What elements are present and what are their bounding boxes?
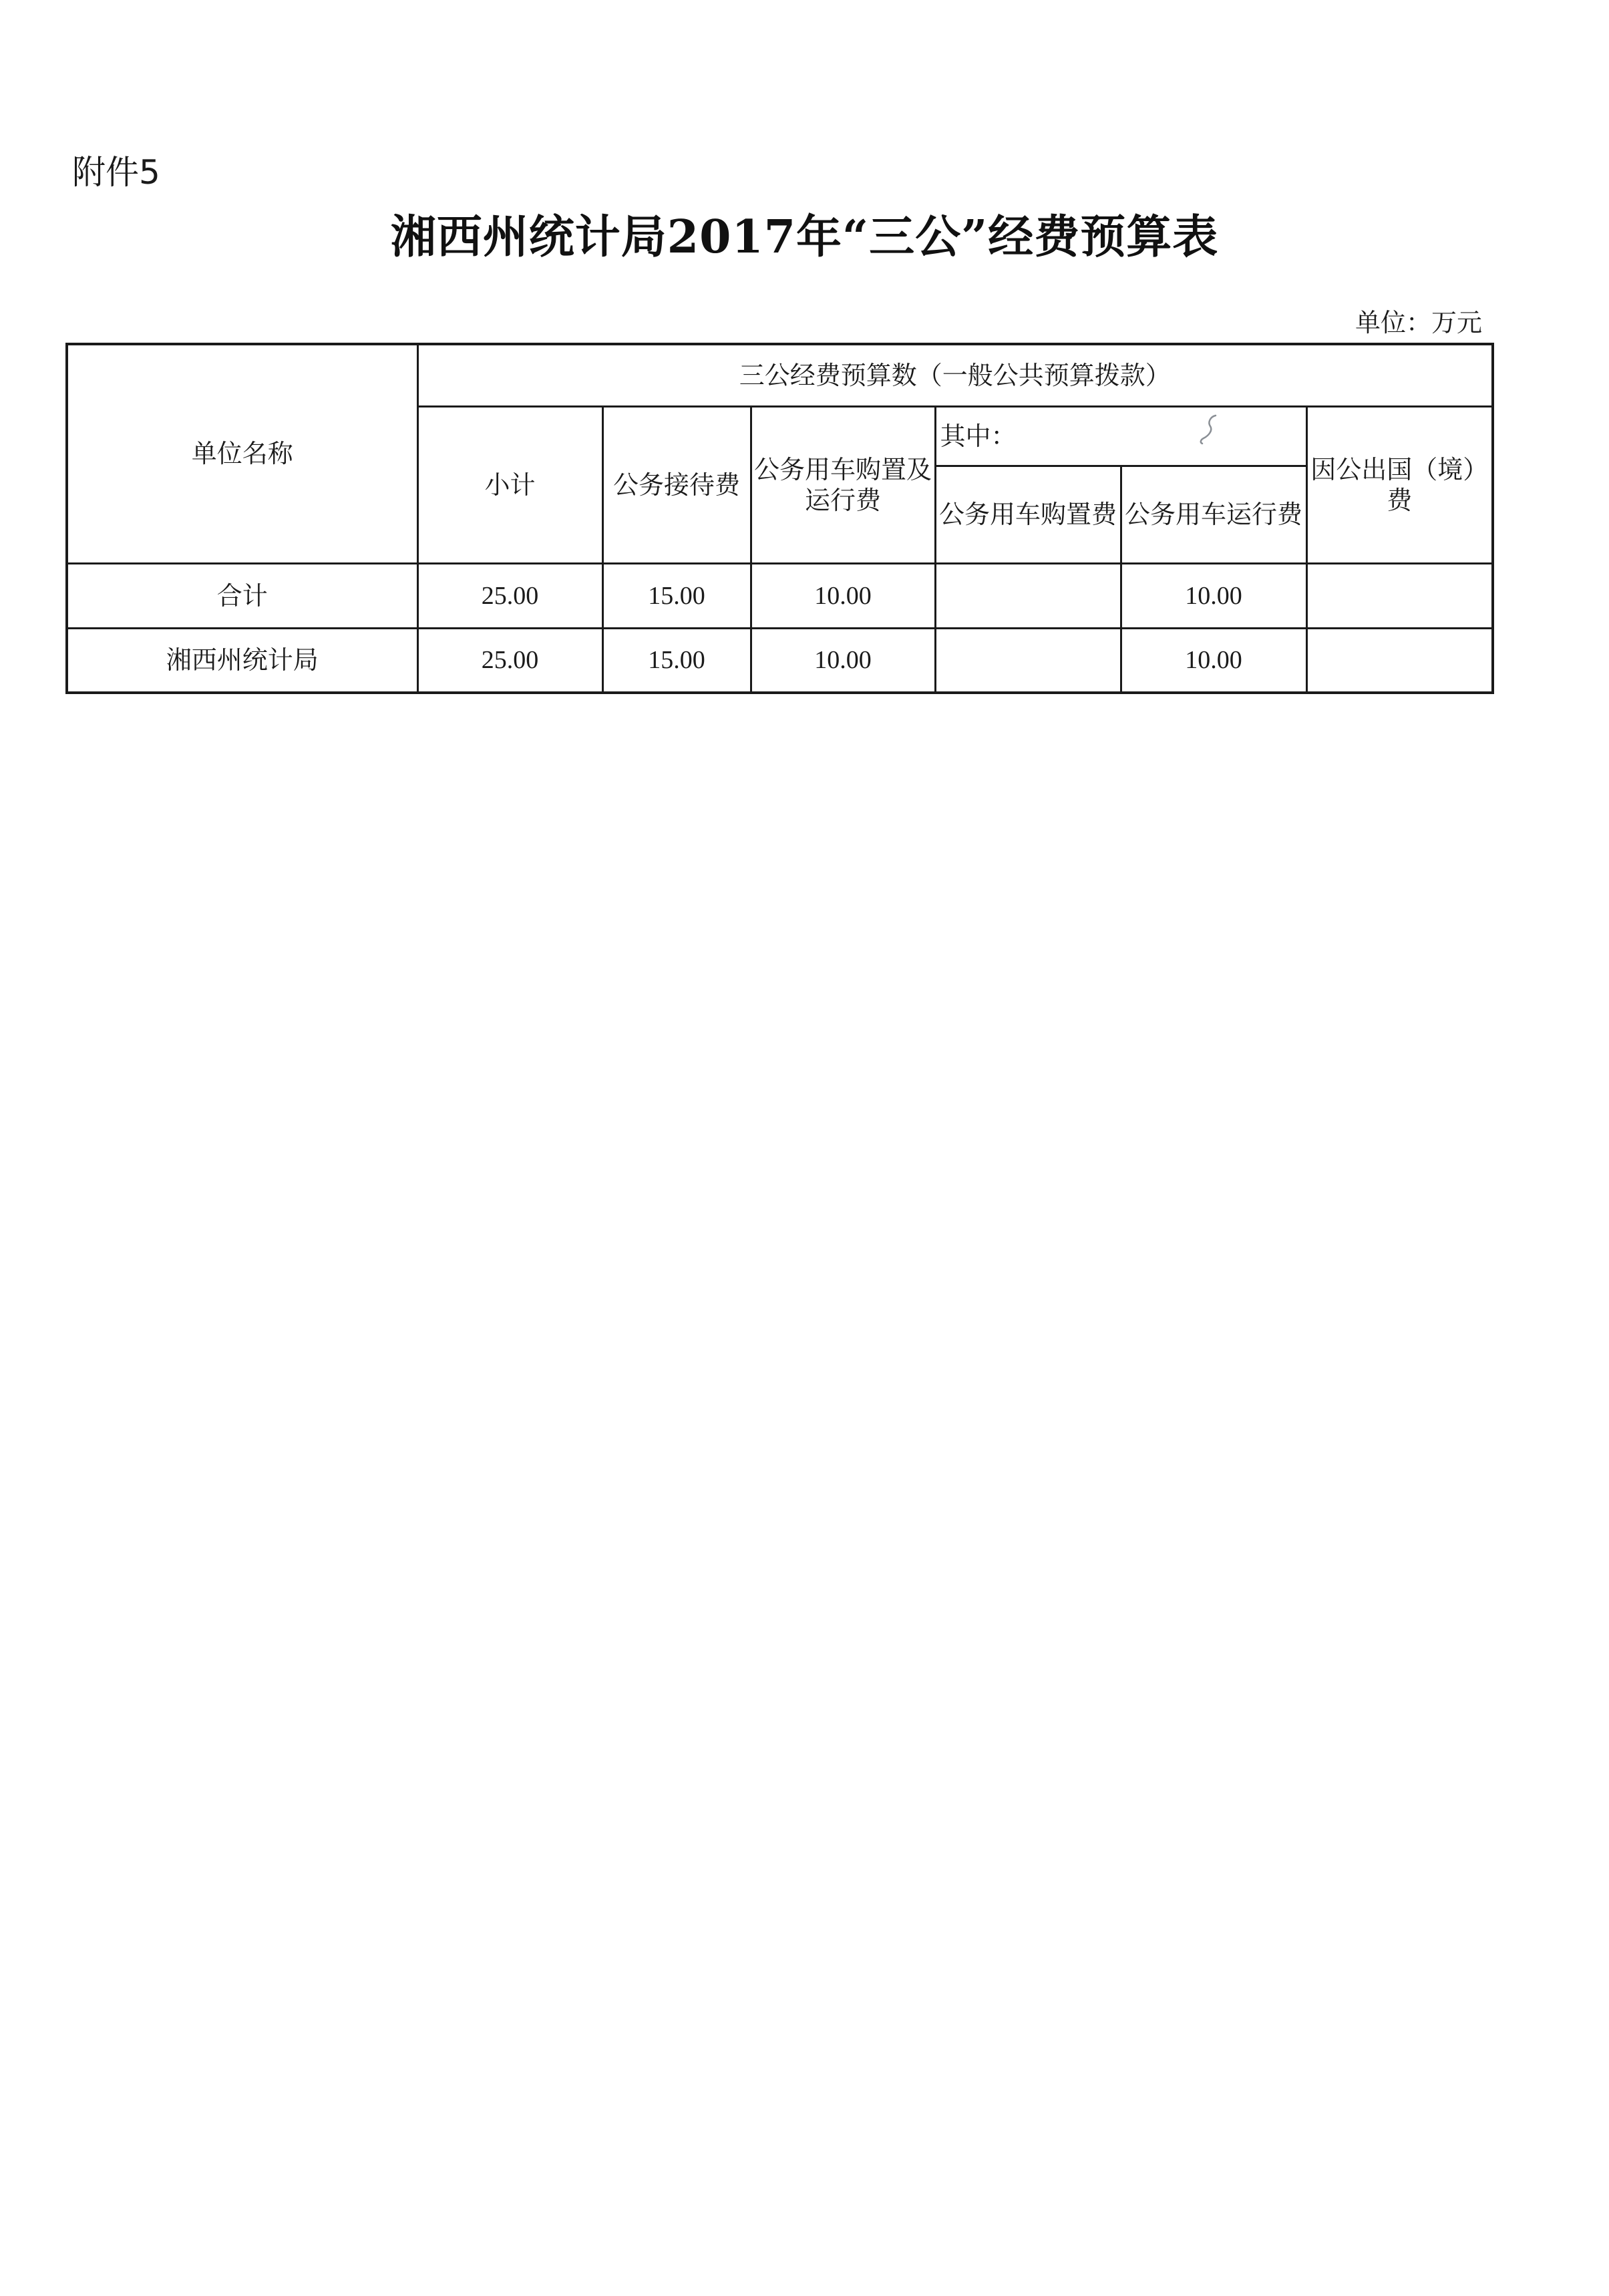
header-vehicle-operation: 公务用车运行费 bbox=[1121, 466, 1306, 563]
pen-mark-icon bbox=[1196, 413, 1222, 446]
cell-vehicle-operation: 10.00 bbox=[1121, 628, 1306, 693]
cell-vehicle-purchase bbox=[935, 628, 1121, 693]
header-overseas: 因公出国（境）费 bbox=[1306, 406, 1493, 563]
row-name: 湘西州统计局 bbox=[67, 628, 417, 693]
cell-subtotal: 25.00 bbox=[417, 563, 602, 628]
cell-vehicle-purchase bbox=[935, 563, 1121, 628]
header-vehicle-purchase: 公务用车购置费 bbox=[935, 466, 1121, 563]
cell-reception: 15.00 bbox=[602, 563, 751, 628]
table-row bbox=[67, 628, 1493, 693]
cell-subtotal: 25.00 bbox=[417, 628, 602, 693]
budget-table bbox=[65, 343, 1494, 694]
cell-overseas bbox=[1306, 563, 1493, 628]
cell-vehicle-total: 10.00 bbox=[751, 628, 935, 693]
header-group-title: 三公经费预算数（一般公共预算拨款） bbox=[417, 344, 1493, 406]
unit-label: 单位：万元 bbox=[1355, 308, 1482, 337]
header-row-1 bbox=[67, 344, 1493, 406]
header-of-which: 其中： bbox=[935, 406, 1306, 466]
table-row bbox=[67, 563, 1493, 628]
header-reception: 公务接待费 bbox=[602, 406, 751, 563]
cell-reception: 15.00 bbox=[602, 628, 751, 693]
cell-vehicle-total: 10.00 bbox=[751, 563, 935, 628]
attachment-label: 附件5 bbox=[72, 153, 160, 192]
page-title: 湘西州统计局2017年“三公”经费预算表 bbox=[390, 210, 1219, 264]
header-unit-name: 单位名称 bbox=[67, 344, 417, 563]
header-vehicle-total: 公务用车购置及运行费 bbox=[751, 406, 935, 563]
header-subtotal: 小计 bbox=[417, 406, 602, 563]
cell-vehicle-operation: 10.00 bbox=[1121, 563, 1306, 628]
cell-overseas bbox=[1306, 628, 1493, 693]
row-name: 合计 bbox=[67, 563, 417, 628]
